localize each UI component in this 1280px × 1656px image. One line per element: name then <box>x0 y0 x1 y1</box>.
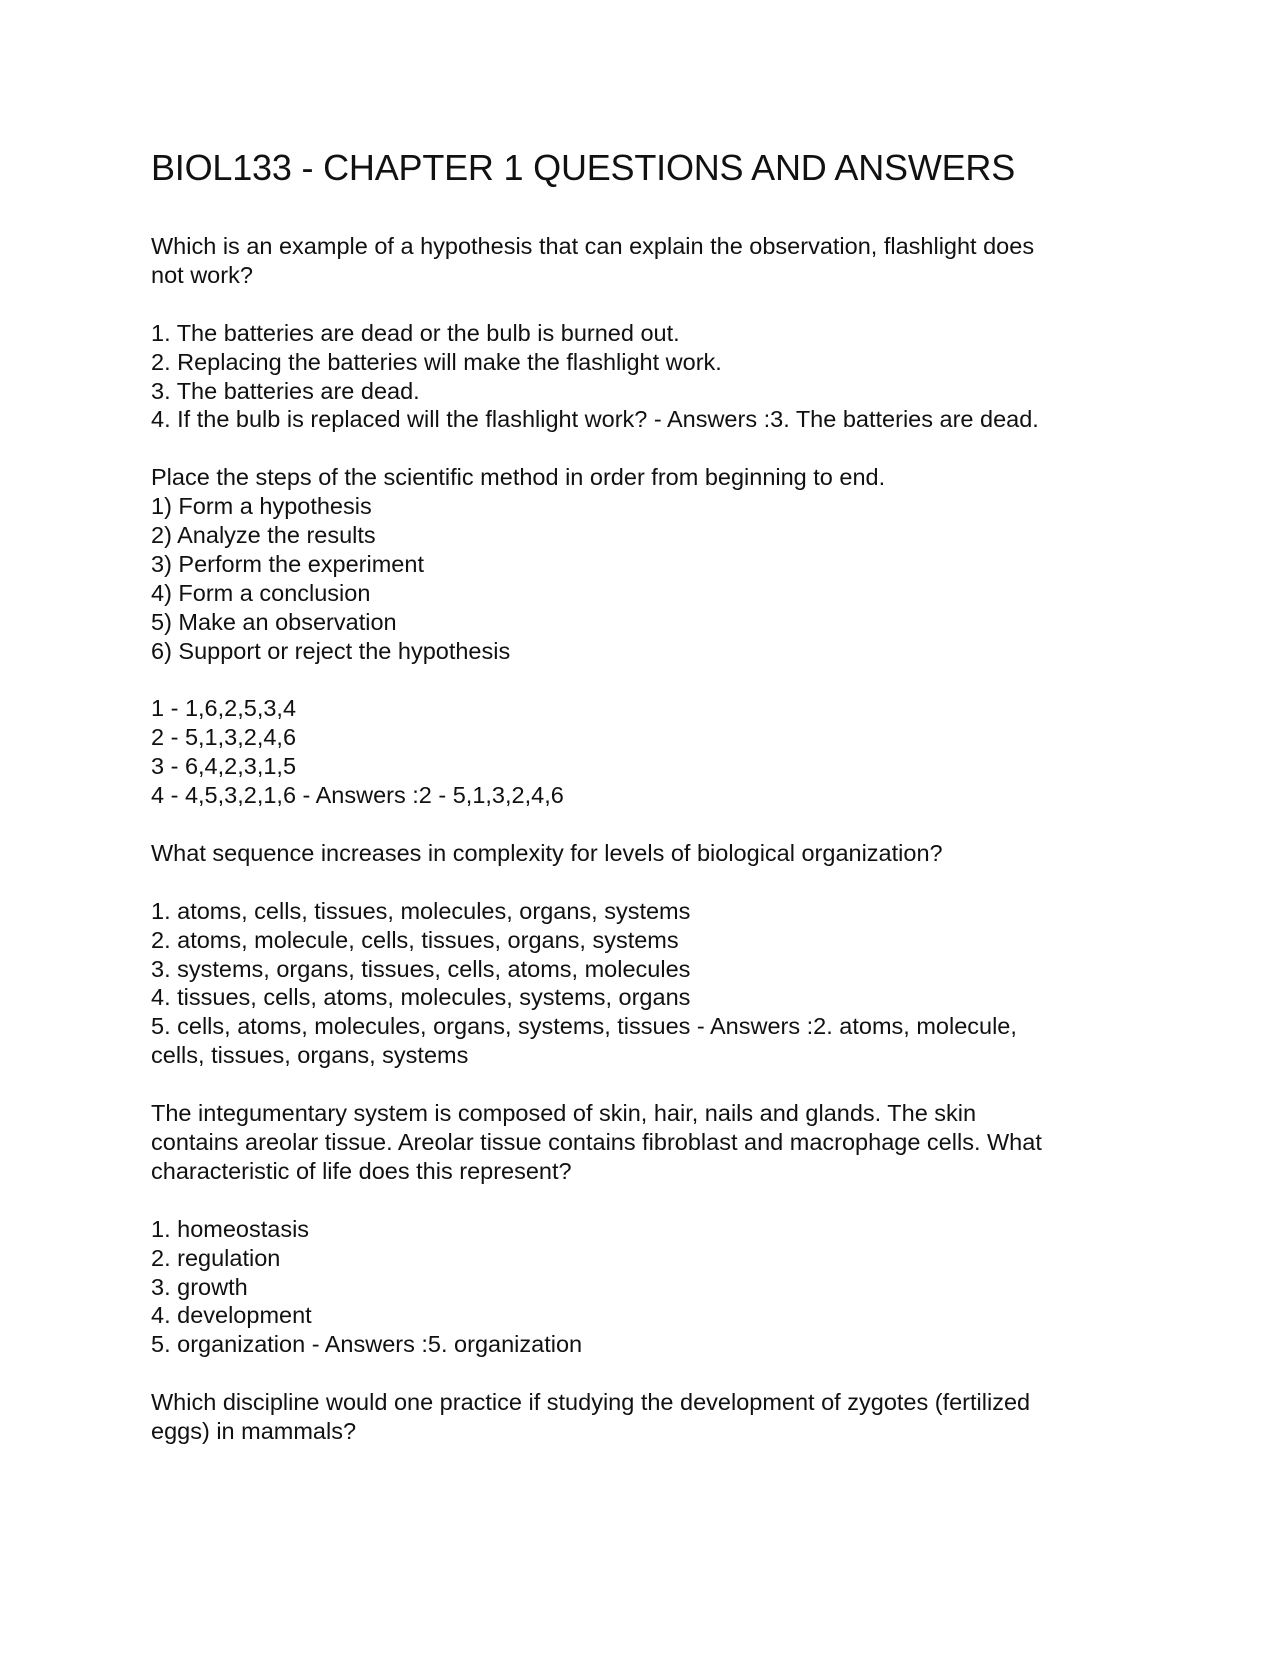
text-block <box>151 1215 1151 1360</box>
text-block <box>151 694 1151 810</box>
document-body <box>151 232 1151 1446</box>
text-block <box>151 319 1151 435</box>
paragraph-gap <box>151 868 1151 897</box>
paragraph-gap <box>151 810 1151 839</box>
text-line: 6) Support or reject the hypothesis <box>151 637 511 664</box>
text-line: 2) Analyze the results <box>151 522 376 549</box>
text-line: 1. atoms, cells, tissues, molecules, organs, systems <box>151 897 691 924</box>
text-block <box>151 839 1151 868</box>
text-line: 3) Perform the experiment <box>151 550 424 577</box>
text-block <box>151 232 1151 290</box>
text-line: 3 - 6,4,2,3,1,5 <box>151 753 297 780</box>
text-block <box>151 1388 1151 1446</box>
text-block <box>151 463 1151 665</box>
text-line: The integumentary system is composed of skin, hair, nails and glands. The skin <box>151 1100 977 1127</box>
paragraph-gap <box>151 290 1151 319</box>
text-line: 5) Make an observation <box>151 608 397 635</box>
paragraph-gap <box>151 1070 1151 1099</box>
text-line: 2 - 5,1,3,2,4,6 <box>151 724 297 751</box>
text-line: characteristic of life does this represent? <box>151 1157 572 1184</box>
paragraph-gap <box>151 434 1151 463</box>
text-line: Place the steps of the scientific method in order from beginning to end. <box>151 464 886 491</box>
text-line: 3. growth <box>151 1273 248 1300</box>
text-line: 4. development <box>151 1302 312 1329</box>
paragraph-gap <box>151 666 1151 695</box>
text-line: 5. organization - Answers :5. organization <box>151 1331 583 1358</box>
text-line: 2. atoms, molecule, cells, tissues, organs, systems <box>151 926 679 953</box>
text-line: 2. Replacing the batteries will make the flashlight work. <box>151 348 722 375</box>
paragraph-gap <box>151 1186 1151 1215</box>
document-page <box>151 146 1151 1446</box>
text-line: 1. homeostasis <box>151 1215 310 1242</box>
text-line: contains areolar tissue. Areolar tissue contains fibroblast and macrophage cells. What <box>151 1129 1042 1155</box>
text-line: Which discipline would one practice if studying the development of zygotes (fertilized <box>151 1389 1031 1416</box>
text-block <box>151 897 1151 1070</box>
text-line: What sequence increases in complexity for levels of biological organization? <box>151 839 943 866</box>
document-title: BIOL133 - CHAPTER 1 QUESTIONS AND ANSWERS <box>151 147 1016 188</box>
text-line: 1. The batteries are dead or the bulb is burned out. <box>151 319 680 346</box>
text-line: cells, tissues, organs, systems <box>151 1042 469 1069</box>
text-line: 1 - 1,6,2,5,3,4 <box>151 695 297 722</box>
text-line: 4. tissues, cells, atoms, molecules, systems, organs <box>151 984 691 1011</box>
text-line: Which is an example of a hypothesis that can explain the observation, flashlight does <box>151 233 1035 259</box>
paragraph-gap <box>151 1359 1151 1388</box>
text-line: 2. regulation <box>151 1244 281 1271</box>
text-line: 5. cells, atoms, molecules, organs, systems, tissues - Answers :2. atoms, molecule, <box>151 1013 1017 1040</box>
text-line: 3. The batteries are dead. <box>151 377 420 404</box>
text-line: 4) Form a conclusion <box>151 579 371 606</box>
text-line: 3. systems, organs, tissues, cells, atoms, molecules <box>151 955 691 982</box>
text-line: eggs) in mammals? <box>151 1418 357 1445</box>
text-line: 1) Form a hypothesis <box>151 493 372 520</box>
text-line: 4 - 4,5,3,2,1,6 - Answers :2 - 5,1,3,2,4,6 <box>151 782 564 809</box>
text-line: not work? <box>151 261 253 288</box>
text-block <box>151 1099 1151 1186</box>
text-line: 4. If the bulb is replaced will the flashlight work? - Answers :3. The batteries are dead. <box>151 406 1039 433</box>
